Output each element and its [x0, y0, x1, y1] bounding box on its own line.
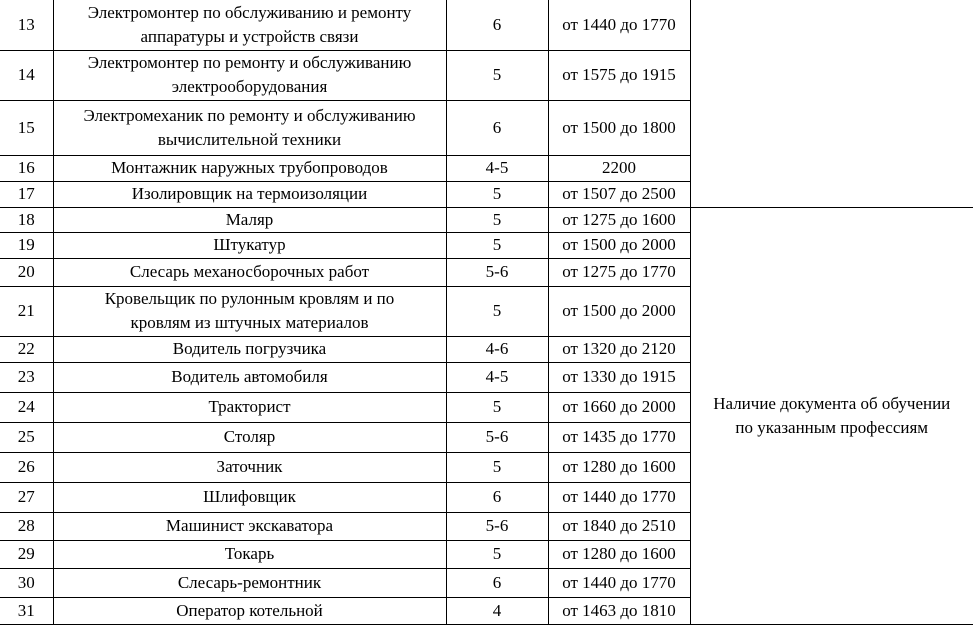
- profession-name-line: Заточник: [216, 457, 283, 476]
- grade: 5: [446, 452, 548, 482]
- row-number: 31: [0, 597, 53, 624]
- row-number: 16: [0, 155, 53, 181]
- grade: 4: [446, 597, 548, 624]
- profession-name: [53, 392, 446, 422]
- salary-range: от 1507 до 2500: [548, 181, 690, 207]
- profession-name-line: аппаратуры и устройств связи: [140, 26, 359, 46]
- salary-range: от 1500 до 2000: [548, 286, 690, 336]
- salary-range: от 1440 до 1770: [548, 568, 690, 597]
- grade: 6: [446, 482, 548, 512]
- salary-range: от 1330 до 1915: [548, 362, 690, 392]
- grade: 4-6: [446, 336, 548, 362]
- profession-name: [53, 258, 446, 286]
- profession-name: [53, 207, 446, 232]
- salary-range: от 1840 до 2510: [548, 512, 690, 540]
- requirement-line: Наличие документа об обучении: [713, 393, 951, 413]
- row-number: 18: [0, 207, 53, 232]
- salary-range: от 1575 до 1915: [548, 50, 690, 100]
- profession-name: [53, 482, 446, 512]
- grade: 5-6: [446, 258, 548, 286]
- row-number: 15: [0, 100, 53, 155]
- table-row: [0, 207, 973, 232]
- profession-name-line: Столяр: [223, 427, 276, 446]
- profession-name-line: Электромонтер по обслуживанию и ремонту: [87, 2, 412, 22]
- profession-name-line: Слесарь механосборочных работ: [129, 262, 370, 281]
- profession-name: [53, 50, 446, 100]
- grade: 5-6: [446, 512, 548, 540]
- profession-name: [53, 155, 446, 181]
- grade: 5: [446, 181, 548, 207]
- salary-range: от 1280 до 1600: [548, 540, 690, 568]
- row-number: 14: [0, 50, 53, 100]
- row-number: 29: [0, 540, 53, 568]
- profession-name-line: Монтажник наружных трубопроводов: [111, 158, 388, 177]
- row-number: 28: [0, 512, 53, 540]
- profession-name: [53, 512, 446, 540]
- profession-name-line: кровлям из штучных материалов: [130, 313, 369, 332]
- row-number: 17: [0, 181, 53, 207]
- grade: 5: [446, 207, 548, 232]
- salary-range: 2200: [548, 155, 690, 181]
- row-number: 27: [0, 482, 53, 512]
- profession-name: [53, 232, 446, 258]
- salary-range: от 1275 до 1770: [548, 258, 690, 286]
- grade: 4-5: [446, 362, 548, 392]
- profession-name: [53, 336, 446, 362]
- requirement-cell-empty: [690, 0, 973, 207]
- row-number: 19: [0, 232, 53, 258]
- grade: 6: [446, 568, 548, 597]
- profession-name-line: Машинист экскаватора: [165, 516, 334, 535]
- grade: 6: [446, 100, 548, 155]
- profession-name-line: Тракторист: [208, 397, 291, 416]
- row-number: 30: [0, 568, 53, 597]
- row-number: 21: [0, 286, 53, 336]
- profession-name: [53, 597, 446, 624]
- requirement-cell: [690, 207, 973, 624]
- salary-range: от 1500 до 2000: [548, 232, 690, 258]
- profession-name-line: Электромонтер по ремонту и обслуживанию: [87, 53, 412, 72]
- profession-name-line: Штукатур: [213, 235, 286, 254]
- row-number: 24: [0, 392, 53, 422]
- grade: 5: [446, 392, 548, 422]
- row-number: 26: [0, 452, 53, 482]
- salary-range: от 1660 до 2000: [548, 392, 690, 422]
- profession-name: [53, 100, 446, 155]
- profession-name-line: Оператор котельной: [176, 600, 323, 620]
- profession-name-line: Кровельщик по рулонным кровлям и по: [104, 289, 395, 308]
- grade: 5: [446, 286, 548, 336]
- salary-range: от 1320 до 2120: [548, 336, 690, 362]
- profession-name-line: Маляр: [225, 209, 274, 229]
- row-number: 13: [0, 0, 53, 50]
- profession-name: [53, 181, 446, 207]
- profession-name-line: Изолировщик на термоизоляции: [131, 184, 368, 203]
- row-number: 20: [0, 258, 53, 286]
- grade: 5-6: [446, 422, 548, 452]
- profession-name-line: Водитель автомобиля: [171, 367, 328, 386]
- salary-range: от 1440 до 1770: [548, 482, 690, 512]
- salary-range: от 1500 до 1800: [548, 100, 690, 155]
- grade: 5: [446, 50, 548, 100]
- profession-name-line: Водитель погрузчика: [172, 339, 327, 358]
- profession-name: [53, 422, 446, 452]
- profession-name-line: Слесарь-ремонтник: [177, 572, 322, 592]
- profession-name-line: Электромеханик по ремонту и обслуживанию: [83, 105, 416, 125]
- salary-range: от 1275 до 1600: [548, 207, 690, 232]
- grade: 5: [446, 540, 548, 568]
- profession-name-line: Шлифовщик: [203, 487, 296, 506]
- profession-name: [53, 452, 446, 482]
- grade: 4-5: [446, 155, 548, 181]
- row-number: 23: [0, 362, 53, 392]
- profession-name: [53, 540, 446, 568]
- salary-range: от 1440 до 1770: [548, 0, 690, 50]
- profession-name: [53, 286, 446, 336]
- grade: 6: [446, 0, 548, 50]
- profession-name-line: электрооборудования: [171, 77, 328, 96]
- profession-name: [53, 568, 446, 597]
- salary-range: от 1463 до 1810: [548, 597, 690, 624]
- salary-range: от 1435 до 1770: [548, 422, 690, 452]
- profession-name: [53, 362, 446, 392]
- profession-name-line: Токарь: [224, 544, 275, 563]
- salary-range: от 1280 до 1600: [548, 452, 690, 482]
- row-number: 22: [0, 336, 53, 362]
- profession-name-line: вычислительной техники: [157, 129, 342, 149]
- profession-name: [53, 0, 446, 50]
- grade: 5: [446, 232, 548, 258]
- table-row: [0, 0, 973, 50]
- requirement-line: по указанным профессиям: [735, 417, 929, 437]
- row-number: 25: [0, 422, 53, 452]
